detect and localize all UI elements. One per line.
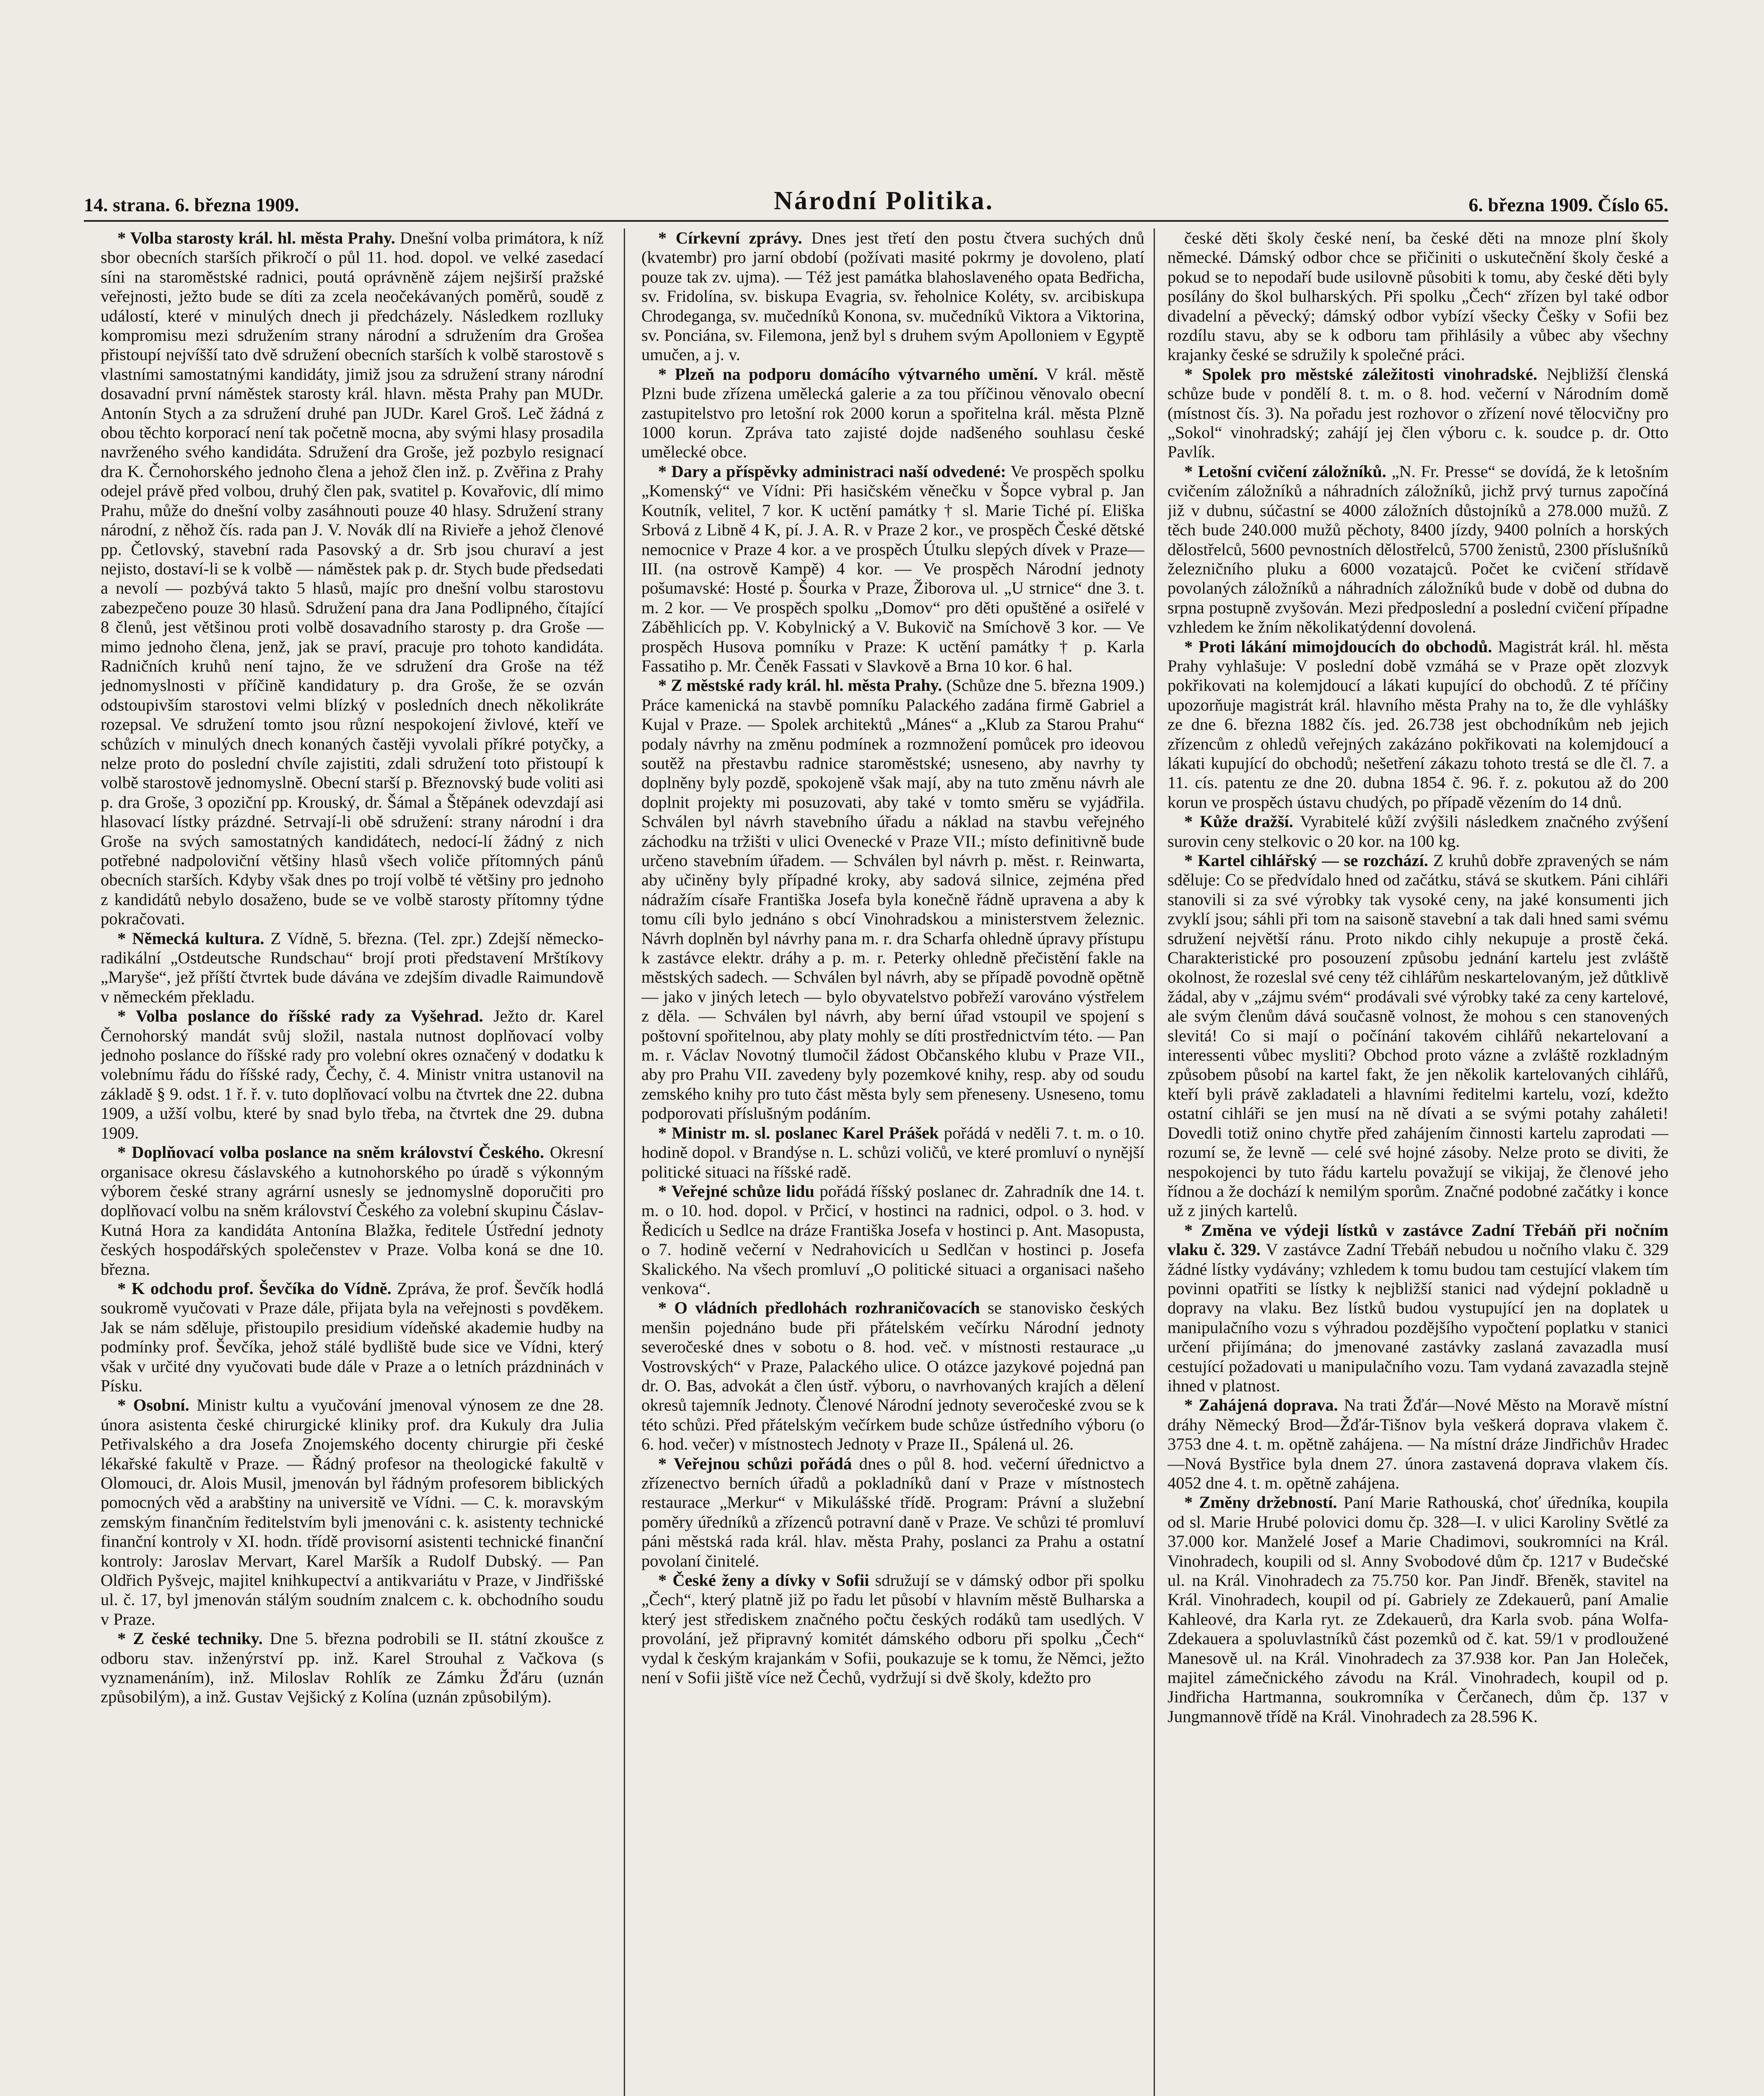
article-text: Vyrabitelé kůží zvýšili následkem značného zvýšení surovin ceny stelkovic o 20 kor. na 100 kg. — [1167, 812, 1668, 851]
header-right: 6. března 1909. Číslo 65. — [1468, 194, 1668, 215]
article-text: Dne 5. března podrobili se II. státní zkoušce z odboru stav. inženýrství pp. inž. Karel Strouhal z Vačkova (s vyznamenáním), inž. Miloslav Rohlík ze Zámku Žďáru (uznán způsobilým), a inž. Gustav Vejšický z Kolína (uznán způsobilým). — [101, 1629, 604, 1707]
masthead: Národní Politika. — [773, 187, 994, 215]
page-header — [84, 187, 1668, 216]
article-text: (Schůze dne 5. března 1909.) Práce kamenická na stavbě pomníku Palackého zadána firmě Gabriel a Kujal v Praze. — Spolek architektů „Mánes“ a „Klub za Starou Prahu“ podaly návrhy na změnu podmínek a rozmnožení pomůcek pro ideovou soutěž na přestavbu radnice staroměstské; usneseno, aby navrhy ty doplněny byly pozdě, spokojeně však mají, aby na tuto změnu návrh ale doplnit projekty mi posuzovati, aby také v tomto směru se vyjádřila. Schválen byl návrh stavebního úřadu a náklad na stavbu veřejného záchodku na tržišti v ulici Ovenecké v Praze VII.; místo definitivně bude určeno stavebním úřadem. — Schválen byl návrh p. měst. r. Reinwarta, aby učiněny byly případné kroky, aby sadová silnice, zejména před nádražím císaře Františka Josefa byla konečně řádně upravena a aby k tomu cíli bylo jednáno s obcí Vinohradskou a ministerstvem železnic. Návrh doplněn byl návrhy pana m. r. dra Scharfa ohledně úpravy přístupu k zastávce elektr. dráhy a p. m. r. Peterky ohledně přečistění fakle na městských sadech. — Schválen byl návrh, aby se případě povodně opětně — jako v jiných letech — bylo obyvatelstvo pobřeží varováno výstřelem z děla. — Schválen byl návrh, aby berní úřad vstoupil ve spojení s poštovní spořitelnou, aby platy mohly se díti prostřednictvím této. — Pan m. r. Václav Novotný tlumočil žádost Občanského klubu v Praze VII., aby pro Prahu VII. zavedeny byly pozemkové knihy, resp. aby od soudu zemského knihy pro tuto část města byly sem přeneseny. Usneseno, tomu podporovati příslušným podáním. — [641, 676, 1144, 1123]
article-paragraph — [641, 1182, 1144, 1298]
article-heading: * Zahájená doprava. — [1184, 1396, 1338, 1415]
article-heading: * Z české techniky. — [117, 1629, 263, 1648]
article-heading: * České ženy a dívky v Sofii — [658, 1571, 869, 1590]
article-heading: * Kartel cihlářský — se rozchází. — [1184, 851, 1428, 870]
article-text: Z Vídně, 5. března. (Tel. zpr.) Zdejší německo-radikální „Ostdeutsche Rundschau“ brojí proti představení Mrštíkovy „Maryše“, jež příští čtvrtek bude dávána ve zdejším divadle Raimundově v německém překladu. — [101, 929, 604, 1006]
article-text: „N. Fr. Presse“ se dovídá, že k letošním cvičením záložníků a náhradních záložníků, jichž prvý turnus započíná již v dubnu, súčastní se 4000 záložních důstojníků a 278.000 mužů. Z těch bude 240.000 mužů pěchoty, 8400 jízdy, 9400 polních a horských dělostřelců, 5600 pevnostních dělostřelců, 5700 ženistů, 2300 příslušníků železničního pluku a 6000 vozatajců. Počet ke cvičení střídavě povolaných záložníků a náhradních záložníků bude v době od dubna do srpna postupně zvyšován. Mezi předposlední a poslední cvičení případne vzhledem ke žním několikatýdenní dovolená. — [1167, 462, 1668, 637]
article-heading: * Dary a příspěvky administraci naší odvedené: — [658, 462, 1007, 481]
article-heading: * Změna ve výdeji lístků v zastávce Zadní Třebáň při nočním vlaku č. 329. — [1167, 1220, 1668, 1259]
article-paragraph — [101, 1396, 604, 1629]
column-divider — [1154, 228, 1155, 2096]
article-text: Na trati Žďár—Nové Město na Moravě místní dráhy Německý Brod—Žďár-Tišnov byla veškerá doprava vlakem č. 3753 dne 4. t. m. opětně zahájena. — Na místní dráze Jindřichův Hradec—Nová Bystřice byla dnem 27. února zastavená doprava vlakem čís. 4052 dne 4. t. m. opětně zahájena. — [1167, 1396, 1668, 1492]
column-divider — [624, 228, 625, 2096]
article-paragraph — [641, 365, 1144, 462]
article-paragraph — [101, 929, 604, 1007]
article-text: Ježto dr. Karel Černohorský mandát svůj složil, nastala nutnost doplňovací volby jednoho poslance do říšské rady pro volební okres označený v dodatku k volebnímu řádu do říšské rady, Čechy, č. 4. Ministr vnitra ustanovil na základě § 9. odst. 1 ř. ř. v. tuto doplňovací volbu na čtvrtek dne 22. dubna 1909, a užší volbu, které by snad bylo třeba, na čtvrtek dne 29. dubna 1909. — [101, 1006, 604, 1142]
article-text: české děti školy české není, ba české děti na mnoze plní školy německé. Dámský odbor chce se přičiniti o uskutečnění školy české a pokud se to nepodaří bude usilovně působiti k tomu, aby české děti byly posílány do škol bulharských. Při spolku „Čech“ zřízen byl také odbor divadelní a pěvecký; dámský odbor vybízí všecky Češky v Sofii bez rozdílu stavu, aby se k odboru tam přihlásily a vůbec aby všechny krajanky české se sdružily k společné práci. — [1167, 228, 1668, 364]
column-3 — [1167, 228, 1668, 2096]
article-text: Zpráva, že prof. Ševčík hodlá soukromě vyučovati v Praze dále, přijata byla na veřejnosti s povděkem. Jak se nám sděluje, přistoupilo presidium vídeňské akademie hudby na podmínky prof. Ševčíka, jehož stálé bydliště bude sice ve Vídni, který však v určité dny vyučovati bude dále v Praze a o letních prázdninách v Písku. — [101, 1279, 604, 1395]
article-heading: * Kůže dražší. — [1184, 812, 1294, 831]
article-heading: * Církevní zprávy. — [658, 228, 802, 247]
article-text: V zastávce Zadní Třebáň nebudou u nočního vlaku č. 329 žádné lístky vydávány; vzhledem k tomu budou tam cestující vlakem tím povinni opatřiti se lístky k nejbližší stanici nad výdejní pokladně u dopravy na vlaku. Bez lístků budou vystupující jen na doplatek u manipulačního vozu s výhradou pozdějšího vypočtení poplatku v stanici určení přijímána; do jmenované zastávky zaslaná zavazadla musí cestující požadovati u manipulačního vozu. Tam vydaná zavazadla stejně ihned v platnost. — [1167, 1240, 1668, 1395]
article-heading: * Změny držebností. — [1184, 1493, 1337, 1512]
article-text: pořádá říšský poslanec dr. Zahradník dne 14. t. m. o 10. hod. dopol. v Prčicí, v hostinci na radnici, odpol. o 3. hod. v Ředicích u Sedlce na dráze Františka Josefa v hostinci p. Ant. Masopusta, o 7. hodině večerní v Nedrahovicích u Sedlčan v hostinci p. Josefa Skalického. Na všech promluví „O politické situaci a organisaci našeho venkova“. — [641, 1181, 1144, 1298]
article-heading: * Letošní cvičení záložníků. — [1184, 462, 1387, 481]
article-text: Ministr kultu a vyučování jmenoval výnosem ze dne 28. února asistenta české chirurgické kliniky prof. dra Kukuly dra Julia Petřivalského a dra Josefa Znojemského docenty chirurgie při české lékařské fakultě v Praze. — Řádný profesor na theologické fakultě v Olomouci, dr. Alois Musil, jmenován byl řádným profesorem biblických pomocných věd a arabštiny na universitě ve Vídni. — C. k. moravským zemským finančním ředitelstvím byli jmenováni c. k. asistenty technické finanční kontroly v XI. hodn. třídě provisorní asistenti technické finanční kontroly: Jaroslav Mervart, Karel Maršík a Rudolf Dubský. — Pan Oldřich Pyšvejc, majitel knihkupectví a antikvariátu v Praze, v Jindřišské ul. č. 17, byl jmenován stálým soudním znalcem c. k. obchodního soudu v Praze. — [101, 1396, 604, 1629]
article-text: Magistrát král. hl. města Prahy vyhlašuje: V poslední době vzmáhá se v Praze opět zlozvyk pokřikovati na kolemjdoucí a lákati kupující do obchodů. Z té příčiny upozorňuje magistrát král. hlavního města Prahy na to, že dle vyhlášky ze dne 6. března 1882 čís. jed. 26.738 jest obchodníkům neb jejich zřízencům z ohledů veřejných zakázáno pokřikovati na kolemjdoucí a lákati kupující do obchodů; nešetření zákazu tohoto trestá se dle čl. 7. a 11. cís. patentu ze dne 20. dubna 1854 č. 96. ř. z. pokutou až do 200 korun ve prospěch ústavu chudých, po případě vězením do 14 dnů. — [1167, 637, 1668, 812]
article-text: sdružují se v dámský odbor při spolku „Čech“, který platně již po řadu let působí v hlavním městě Bulharska a který jest střediskem značného počtu českých rodáků tam usedlých. V provolání, jež připravný komitét dámského odboru při spolku „Čech“ vydal k českým krajankám v Sofii, poukazuje se k tomu, že Němci, ježto není v Sofii jiště více než Čechů, vydržují si dvě školy, kdežto pro — [641, 1571, 1144, 1687]
article-paragraph — [1167, 812, 1668, 851]
article-paragraph — [641, 1123, 1144, 1182]
article-paragraph — [101, 228, 604, 929]
article-paragraph — [641, 228, 1144, 365]
header-rule — [84, 220, 1668, 222]
article-heading: * Ministr m. sl. poslanec Karel Prášek — [658, 1123, 939, 1142]
article-heading: * Doplňovací volba poslance na sněm království Českého. — [117, 1143, 544, 1162]
article-heading: * Proti lákání mimojdoucích do obchodů. — [1184, 637, 1492, 656]
article-paragraph — [1167, 228, 1668, 365]
article-paragraph — [641, 1454, 1144, 1571]
article-paragraph — [1167, 1493, 1668, 1726]
article-text: V král. městě Plzni bude zřízena umělecká galerie a za tou příčinou věnovalo obecní zastupitelstvo pro letošní rok 2000 korun a spořitelna král. města Plzně 1000 korun. Zpráva tato zajisté dojde nadšeného souhlasu české umělecké obce. — [641, 364, 1144, 462]
article-heading: * K odchodu prof. Ševčíka do Vídně. — [117, 1279, 392, 1298]
article-heading: * Osobní. — [117, 1396, 189, 1415]
article-paragraph — [641, 676, 1144, 1123]
article-text: Ve prospěch spolku „Komenský“ ve Vídni: Při hasičském věnečku v Šopce vybral p. Jan Koutník, velitel, 7 kor. K uctění památky † sl. Marie Tiché pí. Eliška Srbová z Libně 4 K, pí. J. A. R. v Praze 2 kor., ve prospěch České dětské nemocnice v Praze 4 kor. a ve prospěch Útulku slepých dívek v Praze—III. (na ostrově Kampě) 4 kor. — Ve prospěch Národní jednoty pošumavské: Hosté p. Šourka v Praze, Žiborova ul. „U strnice“ dne 3. t. m. 2 kor. — Ve prospěch spolku „Domov“ pro děti opuštěné a osiřelé v Záběhlicích pp. V. Kobylnický a V. Bukovič na Smíchově 3 kor. — Ve prospěch Husova pomníku v Praze: K uctění památky † p. Karla Fassatiho p. Mr. Čeněk Fassati v Slavkově a Brna 10 kor. 6 hal. — [641, 462, 1144, 675]
article-paragraph — [101, 1006, 604, 1143]
article-paragraph — [1167, 1396, 1668, 1493]
column-1 — [101, 228, 604, 2096]
article-text: pořádá v neděli 7. t. m. o 10. hodině dopol. v Brandýse n. L. schůzi voličů, ve které promluví o nynější politické situaci na říšské radě. — [641, 1123, 1144, 1181]
column-2 — [641, 228, 1144, 2096]
article-text: Dnes jest třetí den postu čtvera suchých dnů (kvatembr) pro jarní období (požívati masité pokrmy je dovoleno, platí pouze tak zv. ujma). — Též jest památka blahoslaveného opata Bedřicha, sv. Fridolína, sv. biskupa Evagria, sv. řeholnice Koléty, sv. arcibiskupa Chrodeganga, sv. mučedníků Konona, sv. mučedníků Viktora a Viktorina, sv. Ponciána, sv. Filemona, jenž byl s druhem svým Apolloniem v Egyptě umučen, a j. v. — [641, 228, 1144, 364]
article-heading: * Volba poslance do říšské rady za Vyšehrad. — [117, 1006, 483, 1026]
article-heading: * Veřejné schůze lidu — [658, 1181, 815, 1201]
article-paragraph — [641, 1571, 1144, 1687]
article-heading: * Z městské rady král. hl. města Prahy. — [658, 676, 942, 695]
article-paragraph — [1167, 462, 1668, 637]
article-heading: * Německá kultura. — [117, 929, 265, 948]
article-text: Z kruhů dobře zpravených se nám sděluje: Co se předvídalo hned od začátku, stává se skutkem. Páni cihláři stanovili si za své výrobky tak vysoké ceny, na jaké konsumenti jich zvyklí jsou; sáhli při tom na saisoně stavební a tak dali hned sami svému sdružení největší ránu. Proto nikdo cihly nekupuje a prostě čeká. Charakteristické pro posouzení způsobu jednání kartelu jest zvláště okolnost, že rozeslal své ceny též cihlářům neskartelovaným, jež důtklivě žádal, aby v „zájmu svém“ prodávali své výrobky také za ceny kartelové, ale svým členům dává současně volnost, že mohou s cen stanovených slevitá! Co si mají o počínání takovém cihlářů nekartelovaní a interessenti vůbec mysliti? Obchod proto vázne a zvláště rozkladným způsobem působí na kartel fakt, že jen několik kartelovaných cihlářů, kteří byli právě zakladateli a hlavními ředitelmi kartelu, vozí, kdežto ostatní cihláři se jen musí na ně dívati a se svými potahy zaháleti! Dovedli totiž onino chytře před zahájením činnosti kartelu zaprodati — rozumí se, že levně — celé své hojné zásoby. Nelze proto se diviti, že nespokojenci by tuto řádu kartelu považují se vikijaj, že členové jeho řídnou a že dochází k nemilým sporům. Značné podobné začátky i konce už z jiných kartelů. — [1167, 851, 1668, 1220]
article-text: Okresní organisace okresu čáslavského a kutnohorského po úradě s výkonným výborem české strany agrární usnesly se jednomyslně doporučiti pro doplňovací volbu na sněm království Českého za volební skupinu Čáslav-Kutná Hora za kandidáta Antonína Blažka, ředitele Ústřední jednoty českých hospodářských společenstev v Praze. Volba koná se dne 10. března. — [101, 1143, 604, 1279]
article-paragraph — [1167, 1221, 1668, 1396]
article-text: Paní Marie Rathouská, choť úředníka, koupila od sl. Marie Hrubé polovici domu čp. 328—I. v ulici Karoliny Světlé za 37.000 kor. Manželé Josef a Marie Chadimovi, soukromníci na Král. Vinohradech, koupili od sl. Anny Svobodové dům čp. 1217 v Budečské ul. na Král. Vinohradech za 75.750 kor. Pan Jindř. Břeněk, stavitel na Král. Vinohradech, koupil od pí. Gabriely ze Zdekauerů, paní Amalie Kahleové, dra Karla ryt. ze Zdekauerů, dra Karla svob. pána Wolfa-Zdekauera a spoluvlastníků část pozemků od č. kat. 59/1 v prodloužené Manesově ul. na Král. Vinohradech za 37.938 kor. Pan Jan Holeček, majitel zámečnického závodu na Král. Vinohradech, koupil od p. Jindřicha Hartmanna, soukromníka v Čerčanech, dům čp. 137 v Jungmannově třídě na Král. Vinohradech za 28.596 K. — [1167, 1493, 1668, 1726]
article-heading: * Volba starosty král. hl. města Prahy. — [117, 228, 395, 247]
article-paragraph — [1167, 365, 1668, 462]
article-text: Dnešní volba primátora, k níž sbor obecních starších přikročí o půl 11. hod. dopol. ve velké zasedací síni na staroměstské radnici, poutá oprávněně zájem nejširší pražské veřejnosti, ježto bude se díti za zcela neočekávaných poměrů, soudě z událostí, které v minulých dnech ji předcházely. Následkem rozlluky kompromisu mezi sdružením strany národní a sdružením dra Grošea přistoupí nejvíšší tato dvě sdružení obecních starších k volbě starostově s vlastními samostatnými kandidáty, jimiž jsou za sdružení strany národní dosavadní první náměstek starosty král. hlavn. města Prahy pan MUDr. Antonín Stych a za sdružení druhé pan JUDr. Karel Groš. Leč žádná z obou těchto korporací není tak početně mocna, aby svými hlasy prosadila navrženého svého kandidáta. Sdružení dra Groše, jež pozbylo resignací dra K. Černohorského jednoho člena a jehož člen inž. p. Zvěřina z Prahy odejel právě před volbou, druhý člen pak, svatitel p. Kovařovic, dlí mimo Prahu, může do dnešní volby zasáhnouti pouze 40 hlasy. Sdružení strany národní, z něhož čís. rada pan J. V. Novák dlí na Rivieře a jehož členové pp. Četlovský, stavební rada Pasovský a dr. Srb jsou churaví a jest nejisto, dostaví-li se k volbě — náměstek pak p. dr. Stych bude předsedati a nevolí — pozbývá takto 5 hlasů, majíc pro dnešní volbu starostovu zabezpečeno pouze 30 hlasů. Sdružení pana dra Jana Podlipného, čítající 8 členů, jest většinou proti volbě dosavadního starosty p. dra Groše — mimo jednoho člena, jenž, jak se praví, pracuje pro tohoto kandidáta. Radničních kruhů není tajno, že ve sdružení dra Groše na též jednomyslnosti v příčině kandidatury p. dra Groše, že se ozván odstoupivším starostovi velmi blízký v posledních dnech několikráte rozepsal. Ve sdružení tomto jsou různí nespokojení živlové, kteří ve schůzích v minulých dnech konaných častěji vyvolali příkré potyčky, a nelze proto do poslední chvíle zajistiti, zdali sdružení toto přistoupí k volbě starostově jednomyslně. Obecní starší p. Březnovský bude voliti asi p. dra Groše, 3 opoziční pp. Krouský, dr. Šámal a Štěpánek odevzdají asi hlasovací lístky prázdné. Setrvají-li obě sdružení: strany národní i dra Groše na svých samostatných kandidátech, nedocí-lí žádný z nich potřebné nadpoloviční většiny hlasů všech voliče přítomných pánů obecních starších. Kdyby však dnes po trojí volbě té většiny pro jednoho z kandidátů nebylo dosaženo, bude se ve volbě starosty přítomny týdne pokračovati. — [101, 228, 604, 929]
article-heading: * O vládních předlohách rozhraničovacích — [658, 1298, 980, 1318]
article-text: dnes o půl 8. hod. večerní úřednictvo a zřízenectvo berních úřadů a pokladníků daní v Praze v místnostech restaurace „Merkur“ v Mikulášské třídě. Program: Právní a služební poměry úředníků a zřízenců potravní daně v Praze. Ve schůzi té promluví páni městská rada král. hlav. města Prahy, poslanci za Prahu a ostatní povolaní činitelé. — [641, 1454, 1144, 1570]
article-paragraph — [101, 1279, 604, 1396]
article-paragraph — [101, 1143, 604, 1279]
header-left: 14. strana. 6. března 1909. — [84, 194, 299, 215]
article-heading: * Spolek pro městské záležitosti vinohradské. — [1184, 364, 1538, 384]
article-paragraph — [1167, 637, 1668, 812]
article-paragraph — [641, 462, 1144, 676]
article-text: Nejbližší členská schůze bude v pondělí 8. t. m. o 8. hod. večerní v Národním domě (místnost čís. 3). Na pořadu jest rozhovor o zřízení nové tělocvičny pro „Sokol“ vinohradský; zahájí jej člen výboru c. k. soudce p. dr. Otto Pavlík. — [1167, 364, 1668, 462]
article-paragraph — [1167, 851, 1668, 1221]
article-heading: * Plzeň na podporu domácího výtvarného umění. — [658, 364, 1038, 384]
article-paragraph — [641, 1298, 1144, 1454]
article-text: se stanovisko českých menšin pojednáno bude při přátelském večírku Národní jednoty severočeské dnes v sobotu o 8. hod. več. v místnosti restaurace „u Vostrovských“ v Praze, Palackého ulice. O otázce jazykové pojedná pan dr. O. Bas, advokát a člen ústř. výboru, o navrhovaných krajích a dělení okresů tajemník Jednoty. Členové Národní jednoty severočeské zvou se k této schůzi. Před přátelským večírkem bude schůze ústředního výboru (o 6. hod. večer) v místnostech Jednoty v Praze II., Spálená ul. 26. — [641, 1298, 1144, 1454]
article-paragraph — [101, 1629, 604, 1707]
article-heading: * Veřejnou schůzi pořádá — [658, 1454, 852, 1473]
